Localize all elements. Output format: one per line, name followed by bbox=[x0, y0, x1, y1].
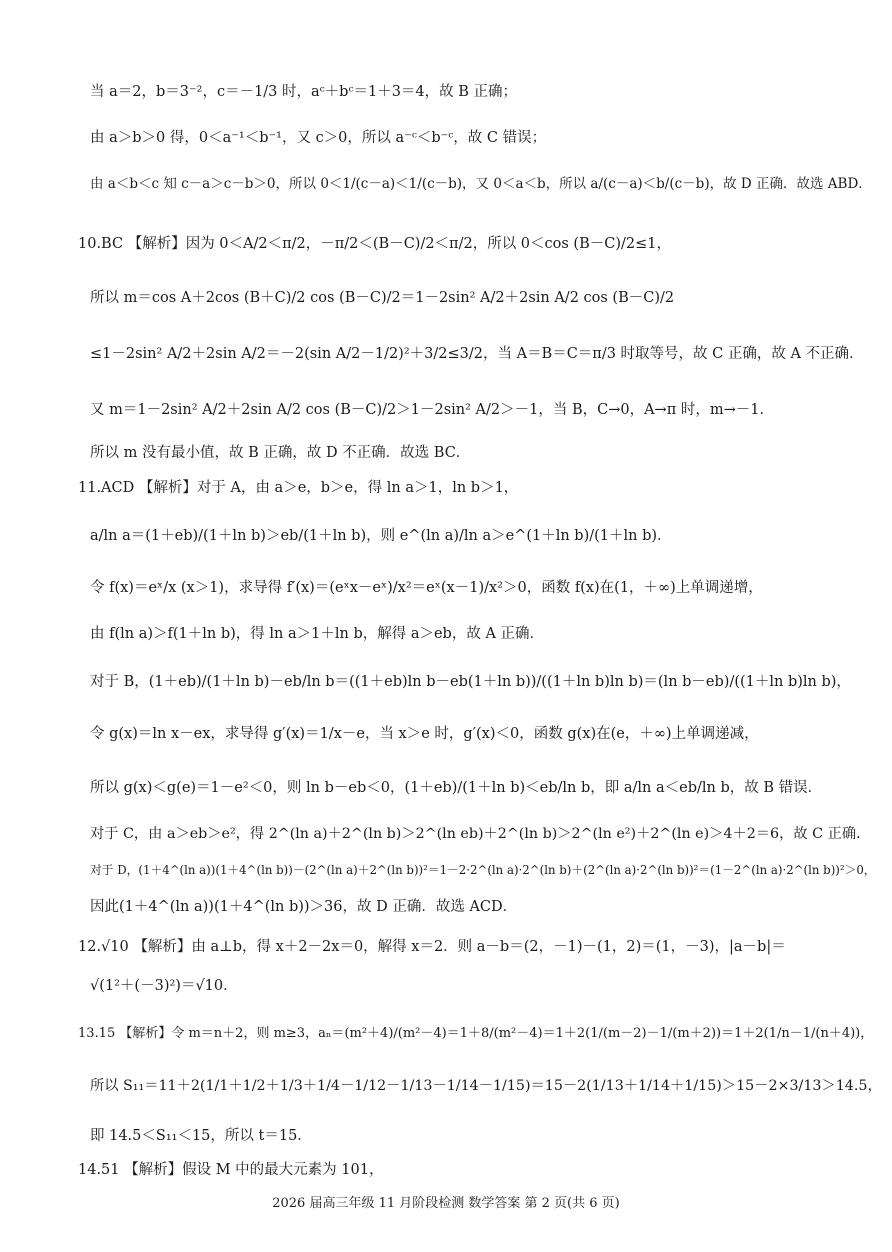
text-line: 所以 m 没有最小值，故 B 正确，故 D 不正确．故选 BC． bbox=[90, 445, 471, 461]
text-line: a/ln a＝(1＋eb)/(1＋ln b)＞eb/(1＋ln b)，则 e^(ln a)/ln a＞e^(1＋ln b)/(1＋ln b)． bbox=[90, 528, 672, 544]
text-line: 令 f(x)＝eˣ/x (x＞1)，求导得 f′(x)＝(eˣx－eˣ)/x²＝eˣ(x－1)/x²＞0，函数 f(x)在(1，＋∞)上单调递增， bbox=[90, 580, 763, 596]
text-line: 由 a＜b＜c 知 c－a＞c－b＞0，所以 0＜1/(c－a)＜1/(c－b)，又 0＜a＜b，所以 a/(c－a)＜b/(c－b)，故 D 正确．故选 ABD． bbox=[90, 176, 872, 192]
text-line: 11.ACD 【解析】对于 A，由 a＞e，b＞e，得 ln a＞1，ln b＞1， bbox=[78, 480, 519, 496]
text-line: √(1²＋(－3)²)＝√10． bbox=[90, 978, 238, 994]
text-line: 由 a＞b＞0 得，0＜a⁻¹＜b⁻¹，又 c＞0，所以 a⁻ᶜ＜b⁻ᶜ，故 C 错误； bbox=[90, 130, 547, 146]
text-line: 又 m＝1－2sin² A/2＋2sin A/2 cos (B－C)/2＞1－2sin² A/2＞－1，当 B，C→0，A→π 时，m→－1． bbox=[90, 402, 774, 418]
text-line: ≤1－2sin² A/2＋2sin A/2＝－2(sin A/2－1/2)²＋3/2≤3/2，当 A＝B＝C＝π/3 时取等号，故 C 正确，故 A 不正确． bbox=[90, 346, 864, 362]
text-line: 14.51 【解析】假设 M 中的最大元素为 101， bbox=[78, 1162, 384, 1178]
text-line: 13.15 【解析】令 m＝n＋2，则 m≥3，aₙ＝(m²＋4)/(m²－4)＝1＋8/(m²－4)＝1＋2(1/(m－2)－1/(m＋2))＝1＋2(1/n－1/(n＋4))， bbox=[78, 1026, 874, 1041]
text-line: 即 14.5＜S₁₁＜15，所以 t＝15． bbox=[90, 1128, 312, 1144]
text-line: 12.√10 【解析】由 a⊥b，得 x＋2－2x＝0，解得 x＝2．则 a－b＝(2，－1)－(1，2)＝(1，－3)，|a－b|＝ bbox=[78, 939, 786, 955]
page-footer: 2026 届高三年级 11 月阶段检测 数学答案 第 2 页(共 6 页) bbox=[272, 1196, 620, 1211]
text-line: 当 a＝2，b＝3⁻²，c＝－1/3 时，aᶜ＋bᶜ＝1＋3＝4，故 B 正确； bbox=[90, 84, 518, 100]
text-line: 对于 D，(1＋4^(ln a))(1＋4^(ln b))－(2^(ln a)＋2^(ln b))²＝1－2·2^(ln a)·2^(ln b)＋(2^(ln a)·2^(ln b))²＝(1－2^(ln a)·2^(ln b))²＞0， bbox=[90, 863, 876, 877]
text-line: 所以 g(x)＜g(e)＝1－e²＜0，则 ln b－eb＜0，(1＋eb)/(1＋ln b)＜eb/ln b，即 a/ln a＜eb/ln b，故 B 错误． bbox=[90, 780, 823, 796]
text-line: 令 g(x)＝ln x－ex，求导得 g′(x)＝1/x－e，当 x＞e 时，g′(x)＜0，函数 g(x)在(e，＋∞)上单调递减， bbox=[90, 726, 759, 742]
text-line: 对于 B，(1＋eb)/(1＋ln b)－eb/ln b＝((1＋eb)ln b－eb(1＋ln b))/((1＋ln b)ln b)＝(ln b－eb)/((1＋ln b)ln b)， bbox=[90, 674, 851, 690]
text-line: 10.BC 【解析】因为 0＜A/2＜π/2，－π/2＜(B－C)/2＜π/2，所以 0＜cos (B－C)/2≤1， bbox=[78, 236, 671, 252]
text-line: 所以 S₁₁＝11＋2(1/1＋1/2＋1/3＋1/4－1/12－1/13－1/14－1/15)＝15－2(1/13＋1/14＋1/15)＞15－2×3/13＞14.5， bbox=[90, 1078, 882, 1094]
text-line: 因此(1＋4^(ln a))(1＋4^(ln b))＞36，故 D 正确．故选 ACD． bbox=[90, 899, 518, 915]
text-line: 对于 C，由 a＞eb＞e²，得 2^(ln a)＋2^(ln b)＞2^(ln eb)＋2^(ln b)＞2^(ln e²)＋2^(ln e)＞4＋2＝6，故 C 正确． bbox=[90, 826, 871, 842]
text-line: 由 f(ln a)＞f(1＋ln b)，得 ln a＞1＋ln b，解得 a＞eb，故 A 正确． bbox=[90, 626, 545, 642]
text-line: 所以 m＝cos A＋2cos (B＋C)/2 cos (B－C)/2＝1－2sin² A/2＋2sin A/2 cos (B－C)/2 bbox=[90, 290, 675, 306]
